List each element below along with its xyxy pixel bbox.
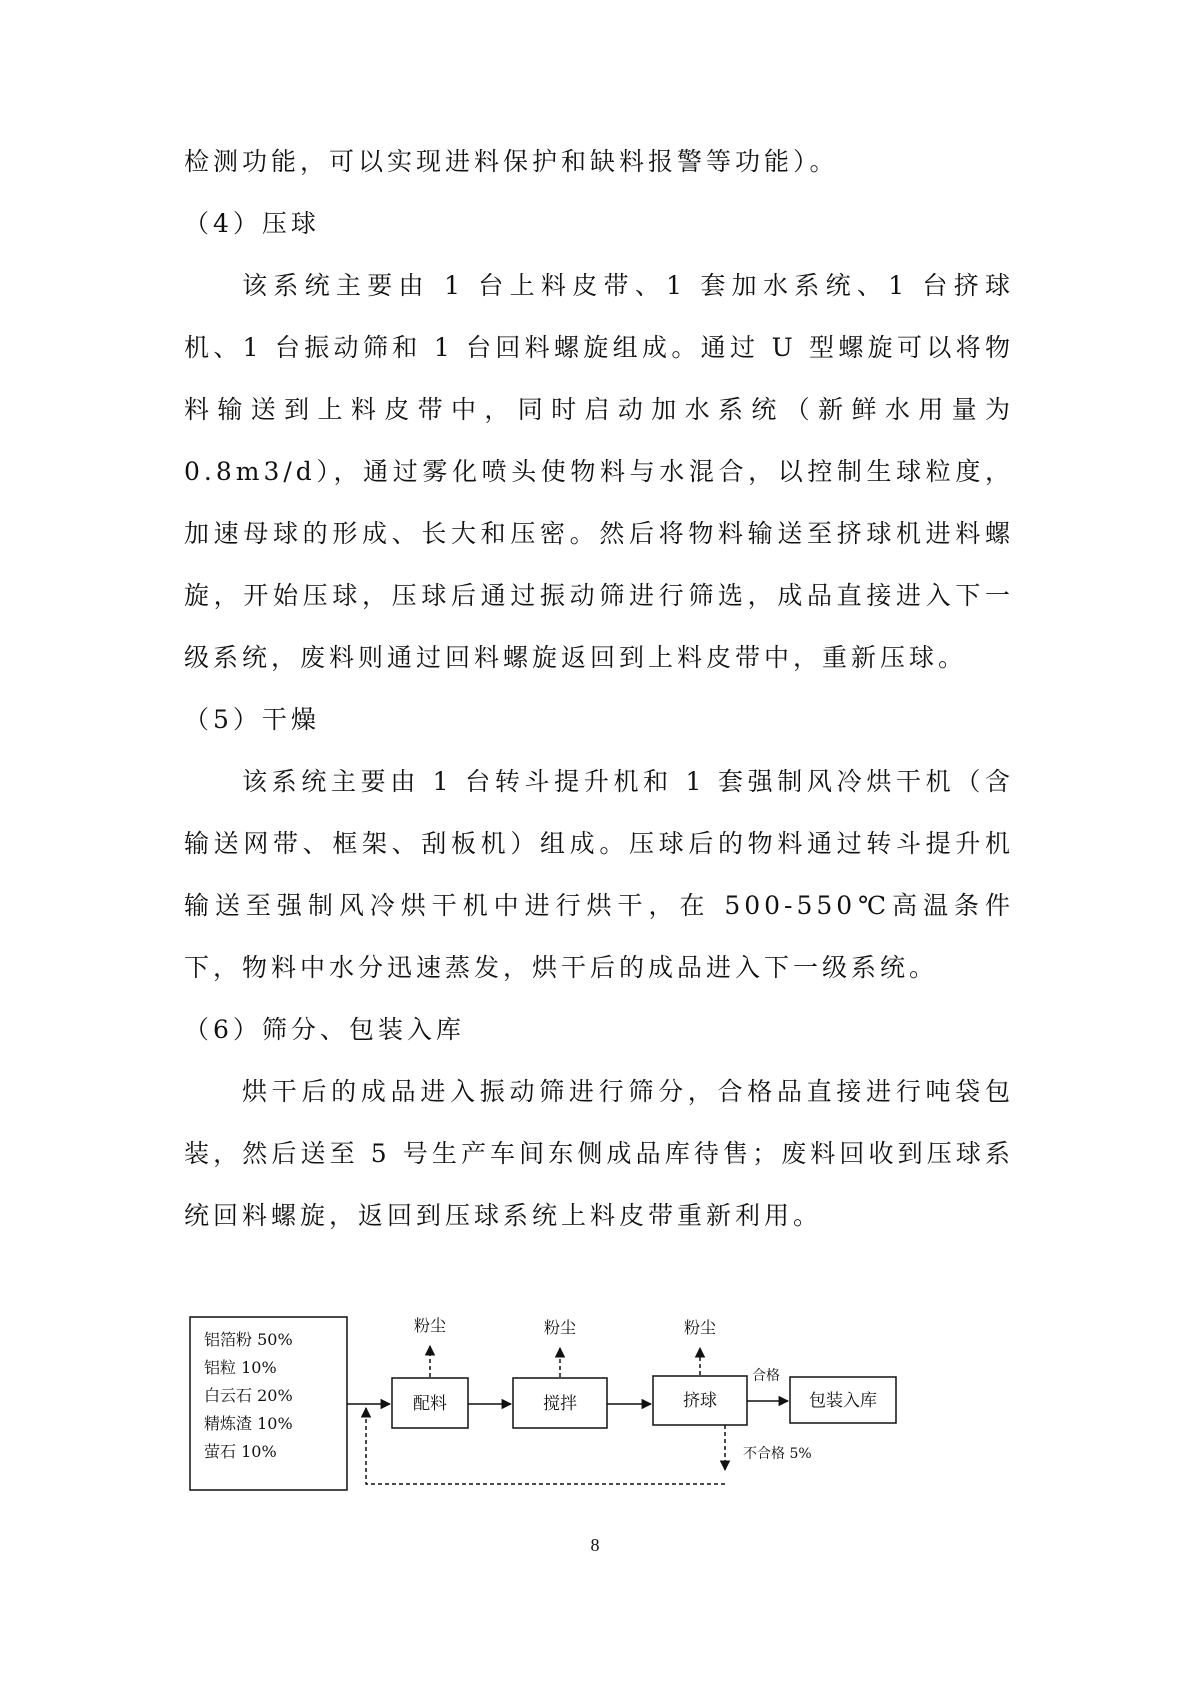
section-heading-6: （6）筛分、包装入库	[184, 1015, 465, 1044]
material-item: 精炼渣 10%	[204, 1414, 293, 1433]
step-label-peiliao: 配料	[413, 1394, 447, 1414]
body-text	[184, 131, 1014, 1247]
process-flow-diagram	[180, 1300, 1000, 1515]
page-number: 8	[590, 1535, 600, 1555]
dust-label-jiqiu: 粉尘	[683, 1318, 717, 1337]
section-heading-5: （5）干燥	[184, 705, 320, 734]
fail-label: 不合格 5%	[743, 1446, 812, 1462]
paragraph-section-6: 烘干后的成品进入振动筛进行筛分，合格品直接进行吨袋包装，然后送至 5 号生产车间东侧成品库待售；废料回收到压球系统回料螺旋，返回到压球系统上料皮带重新利用。	[184, 1077, 1014, 1230]
paragraph-section-5: 该系统主要由 1 台转斗提升机和 1 套强制风冷烘干机（含输送网带、框架、刮板机）组成。压球后的物料通过转斗提升机输送至强制风冷烘干机中进行烘干，在 500-550℃高温条件下，物料中水分迅速蒸发，烘干后的成品进入下一级系统。	[184, 767, 1014, 982]
pass-label: 合格	[752, 1368, 780, 1384]
step-label-jiqiu: 挤球	[683, 1391, 717, 1411]
material-item: 萤石 10%	[204, 1442, 277, 1461]
section-heading-4: （4）压球	[184, 209, 320, 238]
dust-label-peiliao: 粉尘	[413, 1316, 447, 1335]
material-item: 白云石 20%	[204, 1386, 293, 1405]
step-label-baozhuang: 包装入库	[809, 1391, 877, 1411]
material-item: 铝粒 10%	[204, 1358, 277, 1377]
reject-return-loop	[366, 1408, 725, 1484]
paragraph-continuation: 检测功能，可以实现进料保护和缺料报警等功能）。	[184, 147, 839, 176]
dust-label-jiaoban: 粉尘	[543, 1318, 577, 1337]
paragraph-section-4: 该系统主要由 1 台上料皮带、1 套加水系统、1 台挤球机、1 台振动筛和 1 台回料螺旋组成。通过 U 型螺旋可以将物料输送到上料皮带中，同时启动加水系统（新鲜水用量为 0.8m3/d），通过雾化喷头使物料与水混合，以控制生球粒度，加速母球的形成、长大和压密。然后将物料输送至挤球机进料螺旋，开始压球，压球后通过振动筛进行筛选，成品直接进入下一级系统，废料则通过回料螺旋返回到上料皮带中，重新压球。	[184, 271, 1014, 672]
material-item: 铝箔粉 50%	[204, 1330, 293, 1349]
step-label-jiaoban: 搅拌	[543, 1394, 577, 1414]
